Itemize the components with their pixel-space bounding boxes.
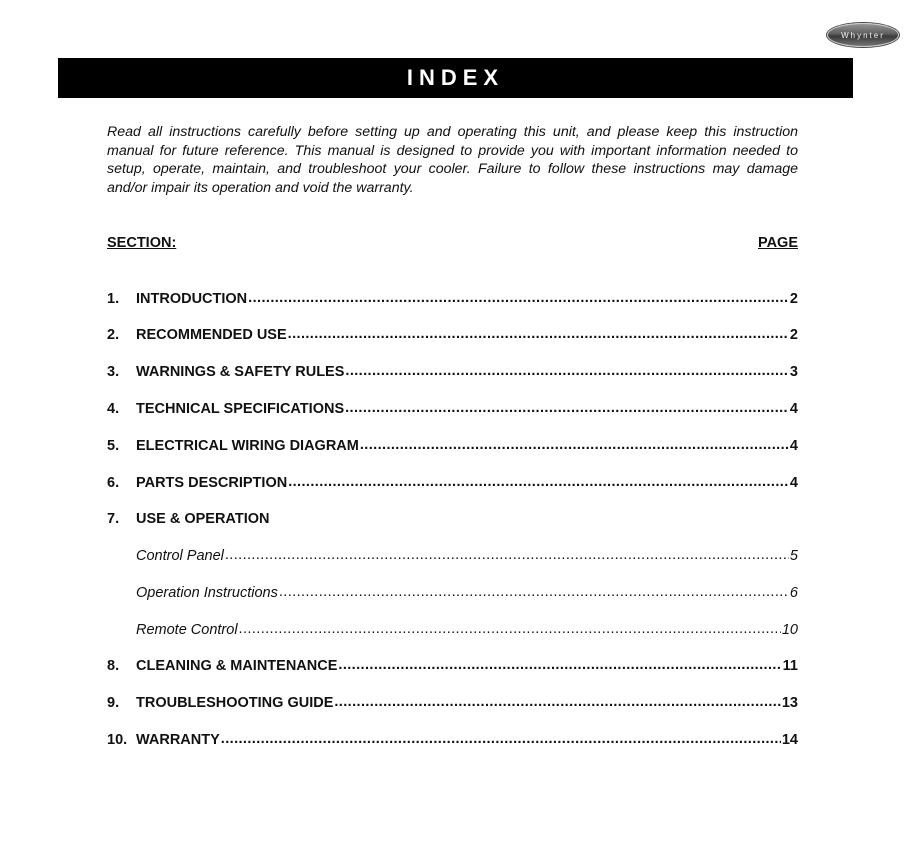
toc-item-technical-specifications[interactable] (107, 400, 798, 418)
dot-leader (248, 289, 789, 307)
toc-item-label: CLEANING & MAINTENANCE (136, 658, 338, 674)
dot-leader (239, 620, 781, 638)
toc-item-number: 6. (107, 475, 120, 491)
toc-item-page: 2 (789, 327, 798, 343)
toc-item-page: 4 (789, 438, 798, 454)
toc-subitem-remote-control[interactable] (107, 621, 798, 639)
brand-logo (827, 23, 899, 47)
dot-leader (221, 730, 781, 748)
toc-subitem-operation-instructions[interactable] (107, 584, 798, 602)
toc-item-label: TECHNICAL SPECIFICATIONS (136, 401, 345, 417)
dot-leader (334, 693, 780, 711)
toc-item-page: 13 (781, 695, 798, 711)
page-column-header: PAGE (757, 235, 798, 251)
toc-item-label: Control Panel (136, 548, 224, 564)
toc-item-label: RECOMMENDED USE (136, 327, 287, 343)
toc-item-page: 4 (789, 401, 798, 417)
brand-logo-text: Whynter (841, 30, 885, 40)
toc-item-use-operation[interactable] (107, 510, 798, 528)
page-title: INDEX (406, 65, 505, 90)
toc-item-number: 4. (107, 401, 120, 417)
toc-item-number: 9. (107, 695, 120, 711)
toc-item-recommended-use[interactable] (107, 326, 798, 344)
toc-item-number: 3. (107, 364, 120, 380)
toc-item-label: TROUBLESHOOTING GUIDE (136, 695, 334, 711)
toc-item-number: 5. (107, 438, 120, 454)
intro-paragraph: Read all instructions carefully before setting up and operating this unit, and please keep this instruction manual for future reference. This manual is designed to provide you with important information needed to setup, operate, maintain, and troubleshoot your cooler. Failure to follow these instructions may damage and/or impair its operation and void the warranty. (107, 124, 798, 196)
dot-leader (279, 583, 789, 601)
toc-item-troubleshooting-guide[interactable] (107, 694, 798, 712)
dot-leader (288, 325, 789, 343)
toc-item-page: 4 (789, 475, 798, 491)
toc-item-number: 7. (107, 511, 120, 527)
toc-item-page: 6 (789, 585, 798, 601)
toc-item-electrical-wiring[interactable] (107, 437, 798, 455)
toc-item-label: WARRANTY (136, 732, 220, 748)
toc-item-parts-description[interactable] (107, 474, 798, 492)
toc-item-page: 3 (789, 364, 798, 380)
toc-column-headers (107, 235, 798, 251)
toc-item-warranty[interactable] (107, 731, 798, 749)
toc-item-page: 11 (782, 658, 798, 674)
dot-leader (338, 656, 781, 674)
toc-item-label: PARTS DESCRIPTION (136, 475, 288, 491)
toc-item-number: 8. (107, 658, 120, 674)
toc-item-cleaning-maintenance[interactable] (107, 657, 798, 675)
toc-item-page: 5 (789, 548, 798, 564)
toc-item-label: Operation Instructions (136, 585, 278, 601)
toc-item-label: USE & OPERATION (136, 511, 270, 527)
dot-leader (225, 546, 789, 564)
toc-item-number: 1. (107, 291, 120, 307)
toc-item-page: 14 (781, 732, 798, 748)
toc-item-page: 10 (781, 622, 798, 638)
toc-item-label: Remote Control (136, 622, 238, 638)
dot-leader (345, 399, 789, 417)
toc-item-introduction[interactable] (107, 290, 798, 308)
title-bar (58, 58, 853, 98)
toc-subitem-control-panel[interactable] (107, 547, 798, 565)
toc-item-label: ELECTRICAL WIRING DIAGRAM (136, 438, 359, 454)
toc-item-number: 2. (107, 327, 120, 343)
toc-item-warnings-safety[interactable] (107, 363, 798, 381)
toc-item-page: 2 (789, 291, 798, 307)
dot-leader (360, 436, 789, 454)
dot-leader (345, 362, 789, 380)
section-column-header: SECTION: (107, 235, 177, 251)
toc-item-label: WARNINGS & SAFETY RULES (136, 364, 345, 380)
toc-item-label: INTRODUCTION (136, 291, 248, 307)
dot-leader (288, 473, 789, 491)
toc-item-number: 10. (107, 732, 128, 748)
